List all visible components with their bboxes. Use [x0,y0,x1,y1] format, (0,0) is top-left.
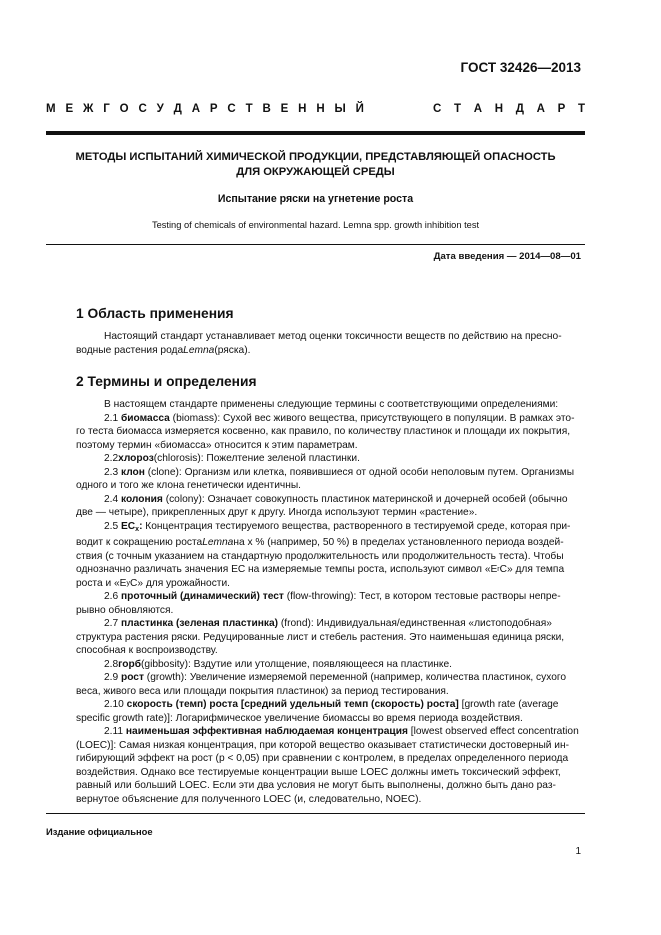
banner-letter: У [156,103,164,115]
banner-letter: Е [65,103,74,115]
term-2-10: 2.10 скорость (темп) роста [средний удельный темп (скорость) роста] [growth rate (average [104,699,559,710]
text-line: поэтому термин «биомасса» относится к этим параметрам. [76,439,358,451]
text-line: ствия (с точным указанием на стандартную продолжительность или продолжительность теста). Чтобы [76,550,564,562]
text-line: веса, живого веса или площади покрытия пластинок) за период тестирования. [76,685,449,697]
english-title: Testing of chemicals of environmental hazard. Lemna spp. growth inhibition test [151,220,480,230]
banner-letter: Ы [334,103,346,115]
term-2-5: 2.5 $EC_x$: Концентрация тестируемого вещества, растворенного в тестируемой среде, которая при- [104,520,571,533]
text-line: водит к сокращению роста Lemna на x % (например, 50 %) в пределах установленного периода воздей- [76,537,564,548]
term-2-11: 2.11 наименьшая эффективная наблюдаемая концентрация [lowest observed effect concentration [104,726,579,737]
title-line-1: МЕТОДЫ ИСПЫТАНИЙ ХИМИЧЕСКОЙ ПРОДУКЦИИ, ПРЕДСТАВЛЯЮЩЕЙ ОПАСНОСТЬ [75,151,556,163]
banner-letter: Н [494,103,504,115]
banner-letter: О [119,103,129,115]
banner-letter: С [227,103,236,115]
document-title [46,150,585,180]
term-2-8: 2.8 горб (gibbosity): Вздутие или утолщение, появляющееся на пластинке. [104,658,452,670]
title-line-2: ДЛЯ ОКРУЖАЮЩЕЙ СРЕДЫ [236,166,395,178]
section-2-heading: 2 Термины и определения [76,374,257,389]
banner-letter: М [46,103,56,115]
text-line: воздействия. Однако все тестируемые концентрации выше LOEC должны иметь токсический эффект, [76,766,561,778]
banner-letter: Н [316,103,325,115]
text-line: го теста биомасса измеряется косвенно, как правило, по количеству пластинок и площади их покрытия, [76,426,571,437]
banner-letter: Й [355,103,364,115]
text-line: рывно обновляются. [76,604,174,616]
text-line: Настоящий стандарт устанавливает метод оценки токсичности веществ по действию на пресно- [104,331,562,342]
banner-letter: С [138,103,147,115]
banner-word-2 [433,103,585,115]
text-line: гибирующий эффект на рост (p < 0,05) при сравнении с контролем, в пределах определенного периода [76,753,569,764]
banner-letter: А [191,103,201,115]
document-subtitle: Испытание ряски на угнетение роста [217,193,414,205]
term-2-2: 2.2 хлороз (chlorosis): Пожелтение зеленой пластинки. [104,453,360,464]
section-1-paragraph [76,330,585,357]
title-rule [46,244,585,245]
interstate-standard-banner [46,103,585,115]
official-edition-label: Издание официальное [46,826,153,837]
banner-letter: С [433,103,442,115]
banner-letter: Н [298,103,307,115]
banner-letter: А [473,103,483,115]
banner-letter: В [262,103,271,115]
text-line: вернутое объяснение для полученного LOEC (и, следовательно, NOEC). [76,793,422,805]
section-1-heading: 1 Область применения [76,306,234,321]
banner-letter: Р [209,103,218,115]
banner-letter: Ж [82,103,94,115]
banner-letter: Е [280,103,289,115]
term-2-9: 2.9 рост (growth): Увеличение измеряемой переменной (например, количества пластинок, сухого [104,672,567,683]
page-number: 1 [575,846,581,857]
term-2-3: 2.3 клон (clone): Организм или клетка, появившиеся от одной особи неполовым путем. Организмы [104,466,575,478]
banner-word-1 [46,103,364,115]
text-line: однозначно различать значения EC на измеряемые темпы роста, используют символ «E r C» для темпа [76,564,565,575]
term-2-7: 2.7 пластинка (зеленая пластинка) (frond): Индивидуальная/единственная «листоподобная» [104,618,552,629]
text-line: одного и того же клона генетически идентичны. [76,480,302,491]
banner-letter: Г [103,103,110,115]
text-line: (LOEC)]: Самая низкая концентрация, при которой вещество оказывает статистически достоверный ин- [76,739,570,751]
text-line: равный или больший LOEC. Если эти два условия не могут быть выполнены, должно быть дано раз- [76,780,556,791]
banner-letter: Т [454,103,462,115]
banner-letter: Т [245,103,253,115]
term-2-6: 2.6 проточный (динамический) тест (flow-throwing): Тест, в котором тестовые растворы непре- [104,591,561,602]
banner-letter: Т [577,103,585,115]
document-code: ГОСТ 32426—2013 [460,60,581,75]
text-line: В настоящем стандарте применены следующие термины с соответствующими определениями: [104,399,559,410]
term-2-4: 2.4 колония (colony): Означает совокупность пластинок материнской и дочерней особей (обычно [104,493,568,505]
text-line: роста и «E y C» для урожайности. [76,577,230,589]
text-line: способная к воспроизводству. [76,645,218,656]
header-rule [46,131,585,135]
text-line: две — четыре), прикрепленных друг к другу. Иногда используют термин «растение». [76,507,478,518]
banner-letter: Д [173,103,182,115]
text-line: водные растения рода Lemna (ряска). [76,344,251,356]
banner-letter: Р [557,103,566,115]
banner-letter: А [536,103,545,115]
footer-rule [46,813,585,814]
introduction-date: Дата введения — 2014—08—01 [433,251,581,262]
banner-letter: Д [515,103,524,115]
text-line: specific growth rate)]: Логарифмическое увеличение биомассы во время периода воздействия. [76,712,523,724]
section-2-body [76,398,585,806]
text-line: структура растения ряски. Редуцированные лист и стебель растения. Это наименьшая единица ряски, [76,631,565,643]
term-2-1: 2.1 биомасса (biomass): Сухой вес живого вещества, присутствующего в популяции. В рамках это- [104,412,575,424]
